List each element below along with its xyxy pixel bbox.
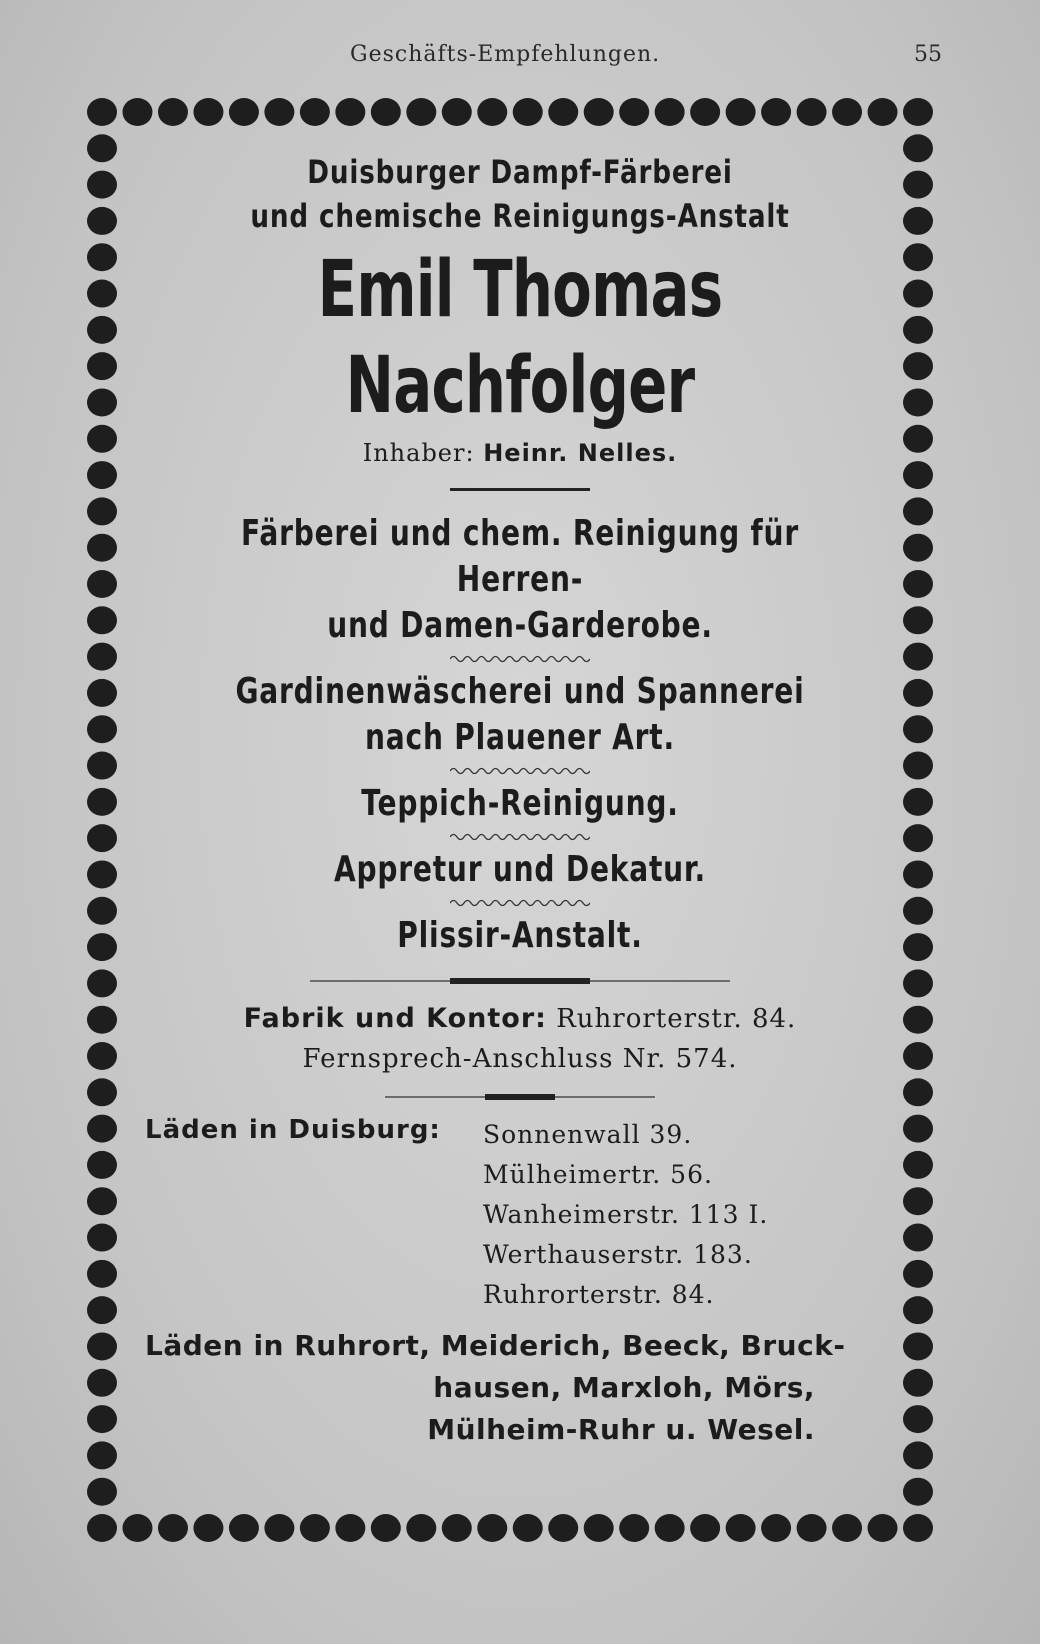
shop-address: Sonnenwall 39. [483, 1120, 693, 1149]
border-dot [903, 570, 933, 598]
border-dot [87, 1260, 117, 1288]
border-dot [87, 388, 117, 416]
border-dot [548, 98, 578, 126]
border-dot [584, 1514, 614, 1542]
border-dot [690, 98, 720, 126]
owner-name: Heinr. Nelles. [483, 439, 678, 467]
shop-address: Ruhrorterstr. 84. [483, 1280, 715, 1309]
border-dot [87, 134, 117, 162]
border-dot [442, 98, 472, 126]
border-dot [513, 98, 543, 126]
border-dot [87, 534, 117, 562]
border-dot [903, 1224, 933, 1252]
border-dot [903, 98, 933, 126]
border-dot [87, 461, 117, 489]
wavy-divider [450, 761, 590, 781]
border-dot [87, 171, 117, 199]
border-dot [903, 388, 933, 416]
border-dot [797, 98, 827, 126]
border-dot [87, 969, 117, 997]
border-dot [655, 98, 685, 126]
border-dot [903, 897, 933, 925]
border-dot [87, 752, 117, 780]
branches-block [135, 1325, 905, 1451]
shops-list [483, 1115, 768, 1315]
factory-address: Ruhrorterstr. 84. [556, 1004, 797, 1034]
border-dot [87, 1514, 117, 1542]
border-dot [903, 280, 933, 308]
border-dot [903, 1478, 933, 1506]
shops-label: Läden in Duisburg: [145, 1115, 441, 1145]
ornamental-rule [385, 1089, 655, 1105]
border-dot [903, 1115, 933, 1143]
border-dot [619, 98, 649, 126]
border-dot [87, 1151, 117, 1179]
border-dot [903, 1187, 933, 1215]
border-dot [87, 933, 117, 961]
border-dot [87, 1441, 117, 1469]
border-dot [868, 98, 898, 126]
service-dyeing-line-1: Färberei und chem. Reinigung für Herren- [241, 513, 799, 600]
border-dot [87, 497, 117, 525]
border-dot [87, 243, 117, 271]
border-dot [87, 897, 117, 925]
border-dot [87, 570, 117, 598]
border-dot [442, 1514, 472, 1542]
border-dot [903, 606, 933, 634]
border-dot [903, 1078, 933, 1106]
border-dot [903, 824, 933, 852]
border-dot [87, 1369, 117, 1397]
border-dot [87, 1405, 117, 1433]
border-dot [122, 1514, 152, 1542]
divider-rule [450, 488, 590, 491]
border-dot [335, 98, 365, 126]
border-dot [371, 1514, 401, 1542]
border-dot [87, 1078, 117, 1106]
border-dot [903, 715, 933, 743]
border-dot [548, 1514, 578, 1542]
border-dot [87, 207, 117, 235]
border-dot [903, 171, 933, 199]
border-dot [158, 1514, 188, 1542]
running-head [0, 42, 1040, 72]
border-dot [193, 98, 223, 126]
border-dot [761, 98, 791, 126]
border-dot [903, 352, 933, 380]
firm-line-1: Duisburger Dampf-Färberei [307, 153, 733, 191]
border-dot [903, 534, 933, 562]
border-dot [868, 1514, 898, 1542]
border-dot [903, 643, 933, 671]
border-dot [229, 1514, 259, 1542]
firm-line-2: und chemische Reinigungs-Anstalt [250, 197, 790, 235]
branches-line-1: Läden in Ruhrort, Meiderich, Beeck, Bruck- [145, 1329, 846, 1362]
border-dot [87, 1115, 117, 1143]
owner-label: Inhaber: [362, 439, 475, 467]
ornamental-rule [310, 973, 730, 989]
border-dot [87, 352, 117, 380]
border-dot [122, 98, 152, 126]
border-dot [903, 316, 933, 344]
border-dot [903, 1042, 933, 1070]
border-dot [264, 1514, 294, 1542]
branches-line-2: hausen, Marxloh, Mörs, [433, 1371, 815, 1404]
border-dot [832, 98, 862, 126]
border-dot [87, 98, 117, 126]
border-dot [726, 98, 756, 126]
border-dot [903, 1296, 933, 1324]
border-dot [761, 1514, 791, 1542]
service-curtains-line-2: nach Plauener Art. [365, 717, 675, 758]
factory-line [135, 999, 905, 1039]
wavy-divider [450, 827, 590, 847]
firm-name: Emil Thomas Nachfolger [317, 245, 723, 431]
branches-line-3: Mülheim-Ruhr u. Wesel. [427, 1413, 815, 1446]
border-dot [406, 1514, 436, 1542]
border-dot [300, 98, 330, 126]
border-dot [903, 243, 933, 271]
border-dot [87, 788, 117, 816]
border-dot [477, 98, 507, 126]
border-dot [406, 98, 436, 126]
owner-line [135, 436, 905, 470]
border-dot [87, 1478, 117, 1506]
border-dot [797, 1514, 827, 1542]
border-dot [903, 1006, 933, 1034]
border-dot [903, 860, 933, 888]
border-dot [903, 134, 933, 162]
border-dot [87, 1332, 117, 1360]
border-dot [726, 1514, 756, 1542]
border-dot [193, 1514, 223, 1542]
border-dot [619, 1514, 649, 1542]
border-dot [87, 715, 117, 743]
border-dot [371, 98, 401, 126]
border-dot [300, 1514, 330, 1542]
border-dot [229, 98, 259, 126]
border-dot [903, 933, 933, 961]
border-dot [903, 679, 933, 707]
service-finishing: Appretur und Dekatur. [333, 849, 707, 890]
advertisement-body [135, 150, 905, 1451]
shop-address: Wanheimerstr. 113 I. [483, 1200, 769, 1229]
border-dot [87, 606, 117, 634]
border-dot [477, 1514, 507, 1542]
border-dot [903, 1369, 933, 1397]
border-dot [903, 788, 933, 816]
border-dot [87, 425, 117, 453]
service-carpet: Teppich-Reinigung. [361, 783, 679, 824]
service-pleating: Plissir-Anstalt. [397, 915, 643, 956]
border-dot [903, 1151, 933, 1179]
border-dot [903, 1332, 933, 1360]
border-dot [903, 425, 933, 453]
border-dot [158, 98, 188, 126]
border-dot [903, 752, 933, 780]
border-dot [903, 1514, 933, 1542]
wavy-divider [450, 649, 590, 669]
service-dyeing-line-2: und Damen-Garderobe. [327, 605, 713, 646]
phone-line: Fernsprech-Anschluss Nr. 574. [302, 1044, 738, 1074]
border-dot [87, 643, 117, 671]
border-dot [87, 860, 117, 888]
border-dot [832, 1514, 862, 1542]
border-dot [335, 1514, 365, 1542]
shop-address: Mülheimertr. 56. [483, 1160, 713, 1189]
wavy-divider [450, 893, 590, 913]
border-dot [264, 98, 294, 126]
border-dot [903, 207, 933, 235]
border-dot [87, 280, 117, 308]
shops-block [135, 1115, 905, 1325]
border-dot [903, 969, 933, 997]
border-dot [87, 1006, 117, 1034]
border-dot [87, 679, 117, 707]
page-number: 55 [914, 42, 942, 67]
border-dot [87, 1224, 117, 1252]
border-dot [87, 1187, 117, 1215]
border-dot [513, 1514, 543, 1542]
border-dot [903, 497, 933, 525]
border-dot [87, 1296, 117, 1324]
factory-label: Fabrik und Kontor: [243, 1003, 547, 1034]
border-dot [655, 1514, 685, 1542]
border-dot [903, 1441, 933, 1469]
border-dot [903, 1260, 933, 1288]
border-dot [87, 824, 117, 852]
running-title: Geschäfts-Empfehlungen. [350, 42, 661, 67]
border-dot [690, 1514, 720, 1542]
border-dot [87, 316, 117, 344]
shop-address: Werthauserstr. 183. [483, 1240, 753, 1269]
service-curtains-line-1: Gardinenwäscherei und Spannerei [235, 671, 805, 712]
border-dot [87, 1042, 117, 1070]
border-dot [584, 98, 614, 126]
border-dot [903, 1405, 933, 1433]
border-dot [903, 461, 933, 489]
